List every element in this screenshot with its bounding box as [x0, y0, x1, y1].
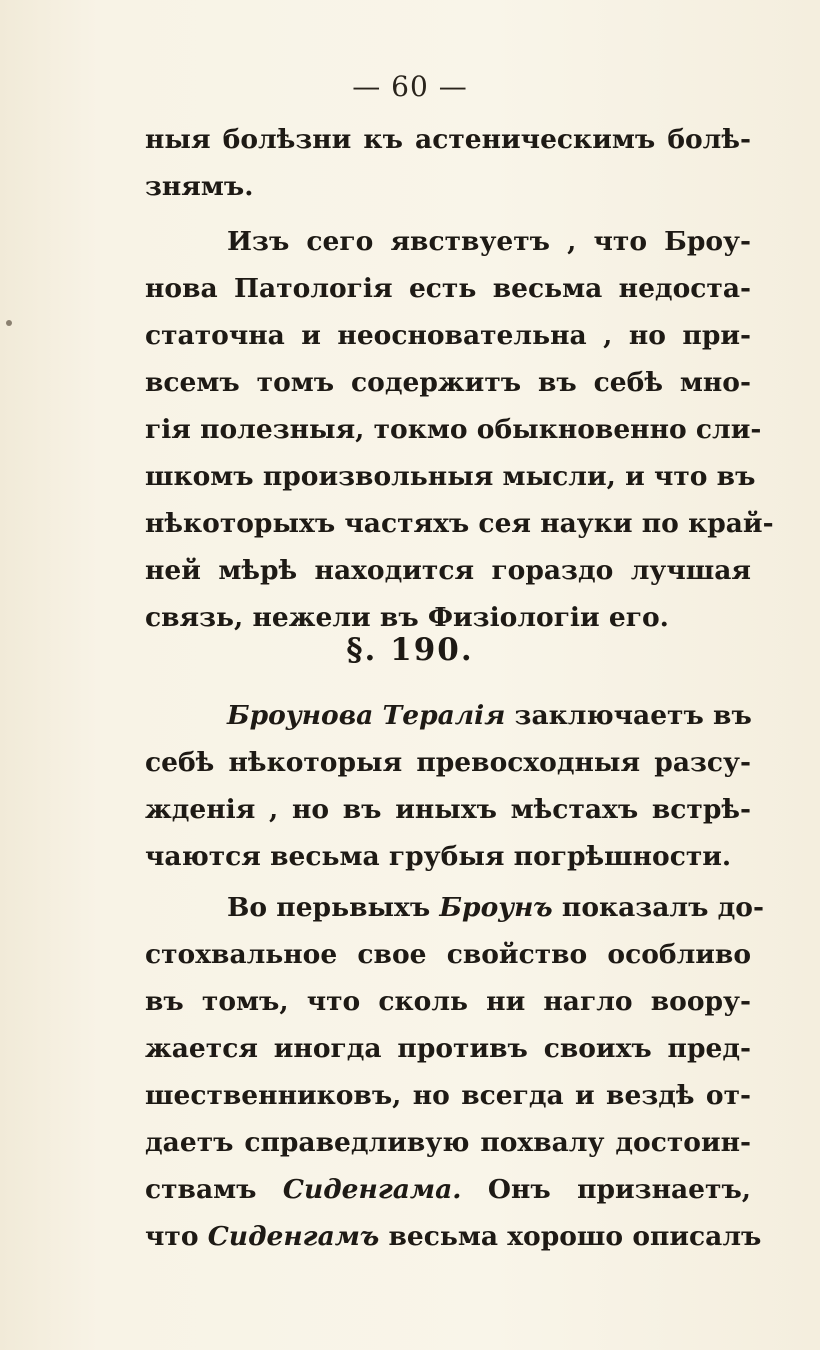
text-line: [145, 1213, 762, 1260]
text-line: знямъ.: [145, 171, 254, 202]
text-block-bottom: [145, 884, 764, 1260]
page-number-header: — 60 —: [352, 70, 468, 103]
text-line: Изъ сего явствуетъ , что Броу-: [227, 226, 751, 257]
italic-name: Сиденгама.: [282, 1174, 462, 1205]
text-line: въ томъ, что сколь ни нагло воору-: [145, 986, 751, 1017]
text-fragment: заключаетъ въ: [505, 700, 752, 731]
text-line: [145, 1166, 751, 1213]
text-line: даетъ справедливую похвалу достоин-: [145, 1127, 751, 1158]
text-line: гія полезныя, токмо обыкновенно сли-: [145, 414, 762, 445]
text-fragment: Во перьвыхъ: [227, 892, 440, 923]
text-line: нѣкоторыхъ частяхъ сея науки по край-: [145, 508, 774, 539]
text-line: нова Патологія есть весьма недоста-: [145, 273, 751, 304]
text-block-section: [145, 692, 751, 880]
text-line: шественниковъ, но всегда и вездѣ от-: [145, 1080, 751, 1111]
italic-name: Сиденгамъ: [207, 1221, 380, 1252]
text-line: [145, 884, 764, 931]
italic-name: Броунъ: [439, 892, 553, 923]
text-line: стохвальное свое свойство особливо: [145, 939, 751, 970]
text-line: всемъ томъ содержитъ въ себѣ мно-: [145, 367, 751, 398]
text-line: ныя болѣзни къ астеническимъ болѣ-: [145, 124, 751, 155]
text-fragment: что: [145, 1221, 208, 1252]
text-line: ней мѣрѣ находится гораздо лучшая: [145, 555, 751, 586]
italic-term: Броунова Тералія: [227, 700, 506, 731]
text-fragment: весьма хорошо описалъ: [379, 1221, 762, 1252]
text-line: себѣ нѣкоторыя превосходныя разсу-: [145, 747, 751, 778]
section-heading: §. 190.: [346, 632, 474, 668]
text-fragment: Онъ признаетъ,: [461, 1174, 751, 1205]
text-line: шкомъ произвольныя мысли, и что въ: [145, 461, 756, 492]
text-line: чаются весьма грубыя погрѣшности.: [145, 841, 732, 872]
text-line: жается иногда противъ своихъ пред-: [145, 1033, 751, 1064]
text-line: связь, нежели въ Физіологіи его.: [145, 602, 669, 633]
text-fragment: ствамъ: [145, 1174, 283, 1205]
text-line: жденія , но въ иныхъ мѣстахъ встрѣ-: [145, 794, 751, 825]
text-line: [145, 692, 751, 739]
ink-spot: [6, 320, 12, 326]
text-fragment: показалъ до-: [552, 892, 764, 923]
text-block-top: [145, 116, 774, 641]
text-line: статочна и неосновательна , но при-: [145, 320, 751, 351]
